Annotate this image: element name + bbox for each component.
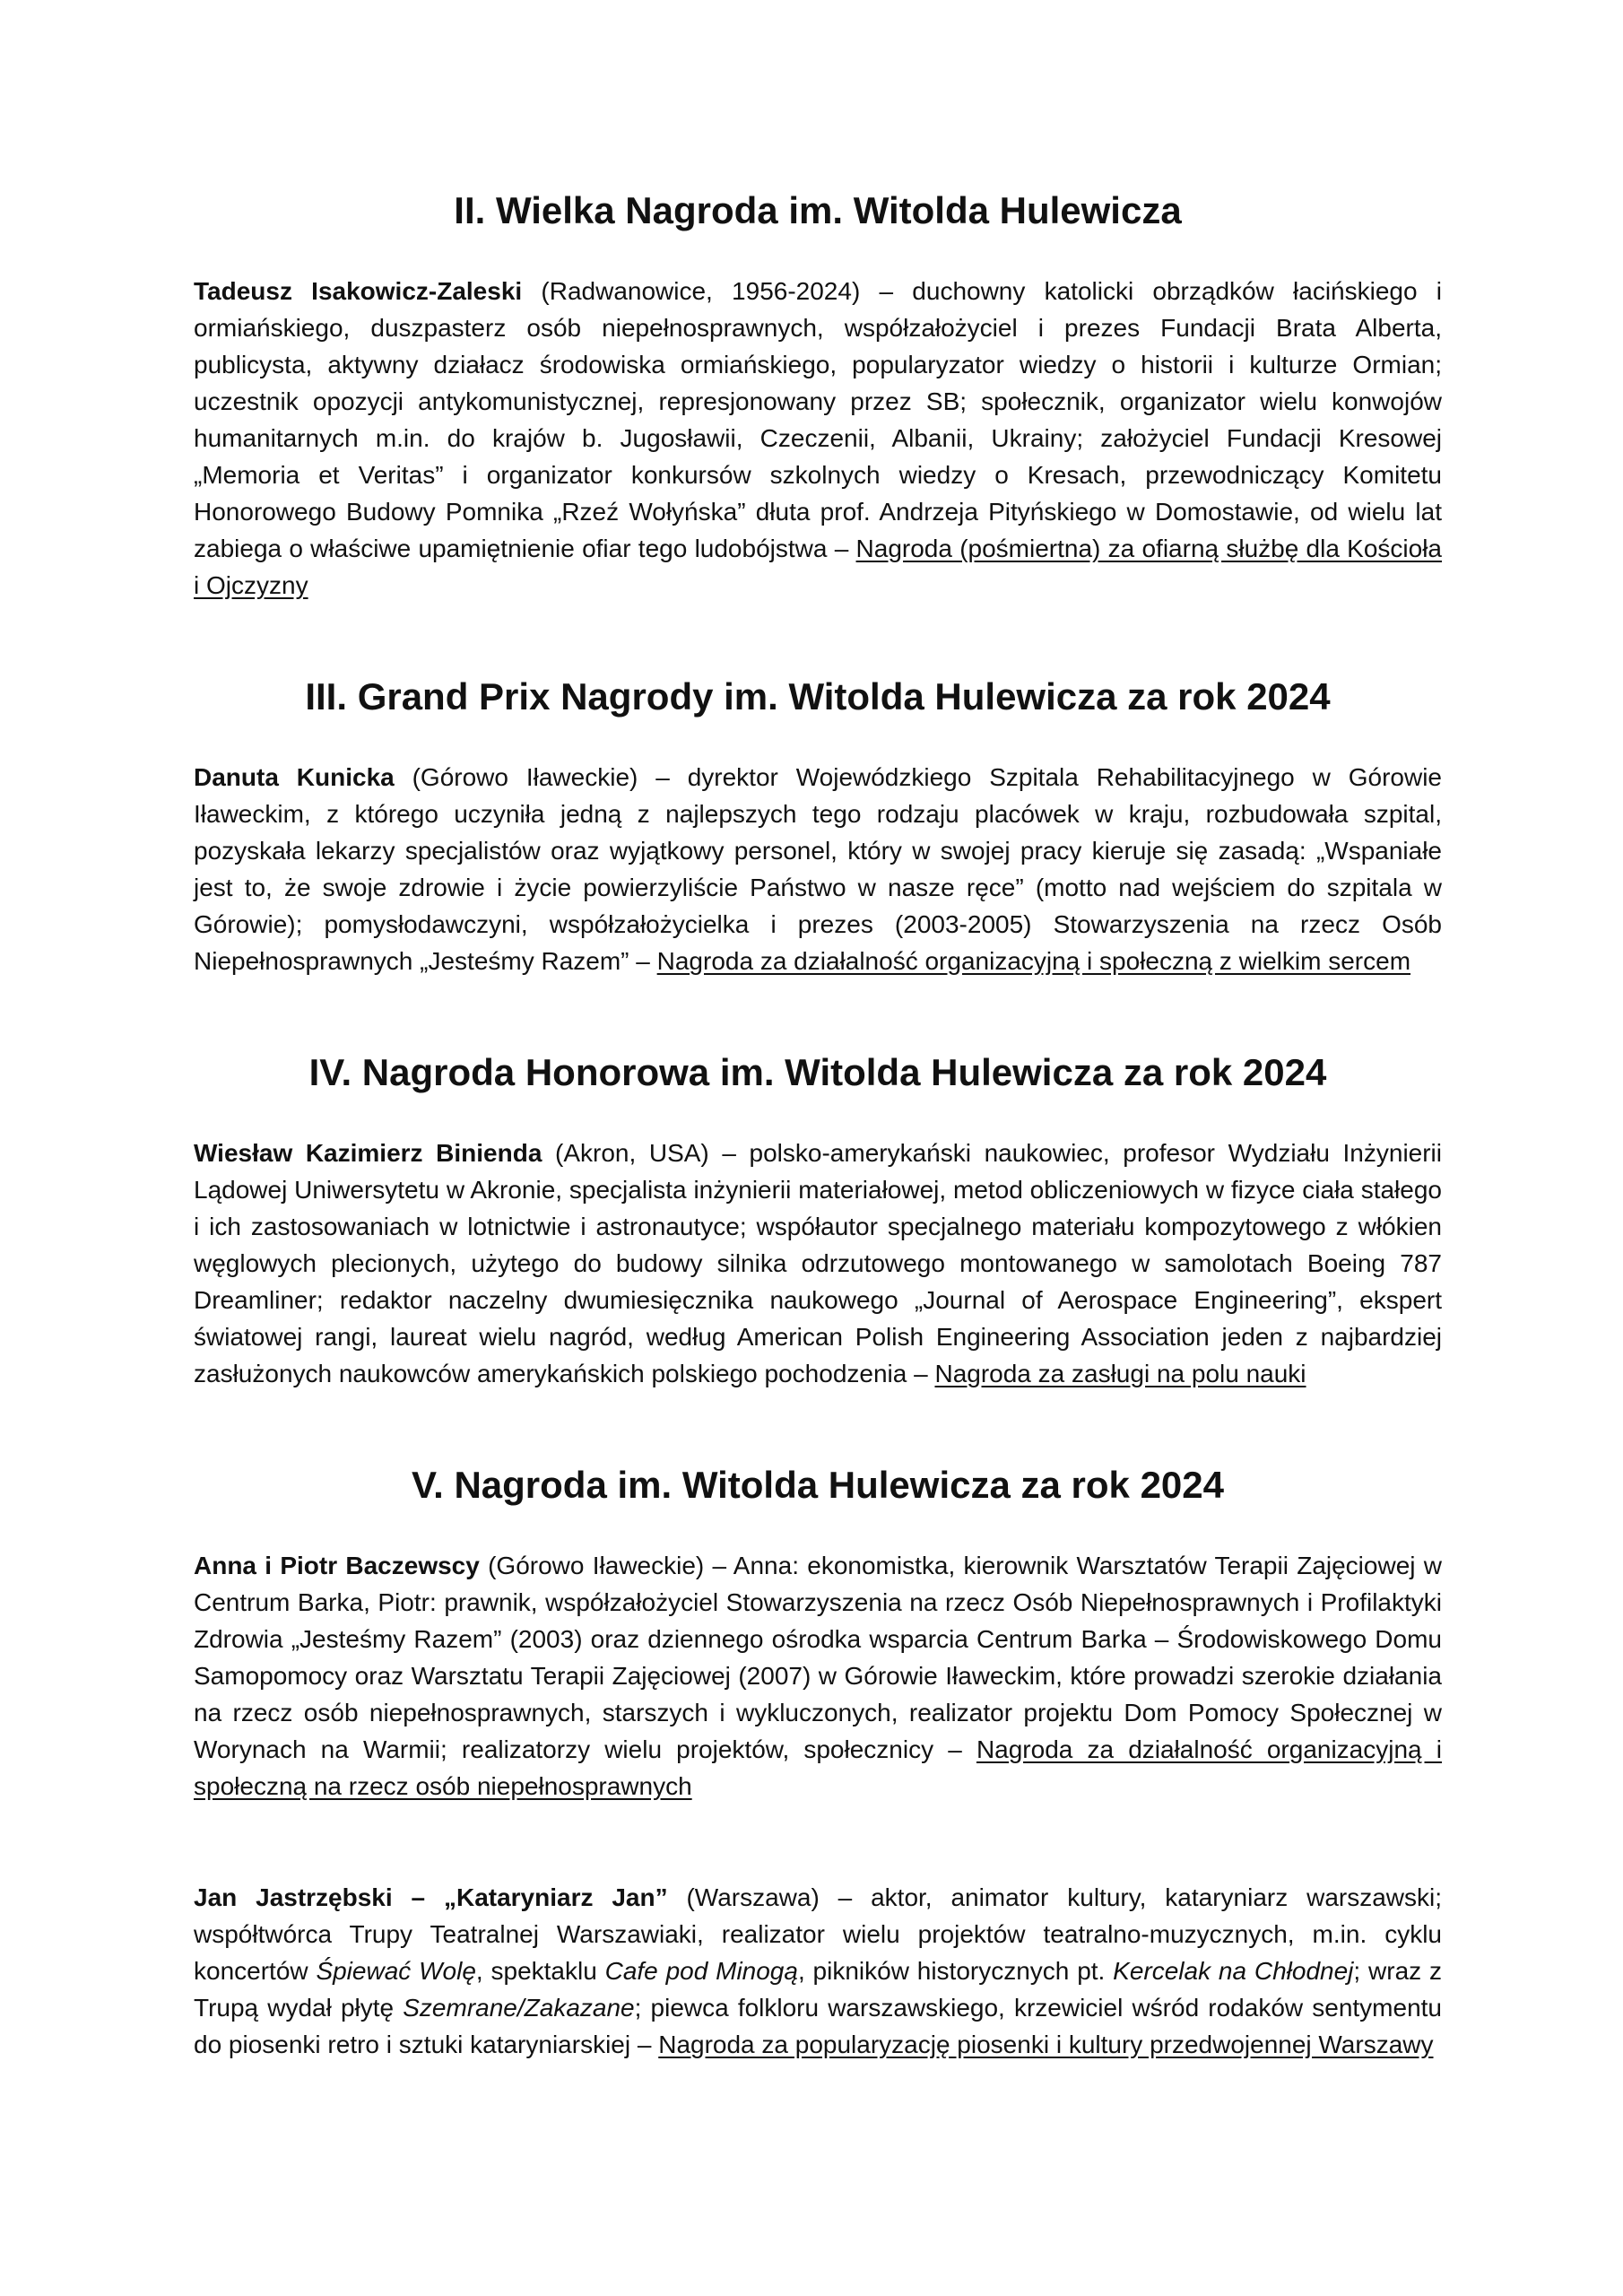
laureate-description: ; piewca folkloru warszawskiego, krzewiciel wśród rodaków sentymentu do piosenki retro i sztuki kataryniarskiej – (194, 1994, 1442, 2058)
laureate-description: (Akron, USA) – polsko-amerykański naukowiec, profesor Wydziału Inżynierii Lądowej Uniwersytetu w Akronie, specjalista inżynierii materiałowej, metod obliczeniowych w fizyce ciała stałego i ich zastosowaniach w lotnictwie i astronautyce; współautor specjalnego materiału kompozytowego z włókien węglowych plecionych, użytego do budowy silnika odrzutowego montowanego w samolotach Boeing 787 Dreamliner; redaktor naczelny dwumiesięcznika naukowego „Journal of Aerospace Engineering”, ekspert światowej rangi, laureat wielu nagród, według American Polish Engineering Association jeden z najbardziej zasłużonych naukowców amerykańskich polskiego pochodzenia – (194, 1139, 1442, 1387)
laureate-entry-jastrzebski (194, 1879, 1442, 2063)
laureate-description: (Górowo Iławeckie) – Anna: ekonomistka, kierownik Warsztatów Terapii Zajęciowej w Centrum Barka, Piotr: prawnik, współzałożyciel Stowarzyszenia na rzecz Osób Niepełnosprawnych i Profilaktyki Zdrowia „Jesteśmy Razem” (2003) oraz dziennego ośrodka wsparcia Centrum Barka – Środowiskowego Domu Samopomocy oraz Warsztatu Terapii Zajęciowej (2007) w Górowie Iławeckim, które prowadzi szerokie działania na rzecz osób niepełnosprawnych, starszych i wykluczonych, realizator projektu Dom Pomocy Społecznej w Worynach na Warmii; realizatorzy wielu projektów, społecznicy – (194, 1552, 1442, 1763)
work-title: Cafe pod Minogą (604, 1957, 798, 1985)
laureate-description: (Górowo Iławeckie) – dyrektor Wojewódzkiego Szpitala Rehabilitacyjnego w Górowie Iławeckim, z którego uczyniła jedną z najlepszych tego rodzaju placówek w kraju, rozbudowała szpital, pozyskała lekarzy specjalistów oraz wyjątkowy personel, który w swojej pracy kieruje się zasadą: „Wspaniałe jest to, że swoje zdrowie i życie powierzyliście Państwo w nasze ręce” (motto nad wejściem do szpitala w Górowie); pomysłodawczyni, współzałożycielka i prezes (2003-2005) Stowarzyszenia na rzecz Osób Niepełnosprawnych „Jesteśmy Razem” – (194, 763, 1442, 975)
laureate-name: Wiesław Kazimierz Binienda (194, 1139, 542, 1167)
laureate-description: , spektaklu (475, 1957, 605, 1985)
laureate-name: Danuta Kunicka (194, 763, 395, 791)
award-category: Nagroda za popularyzację piosenki i kultury przedwojennej Warszawy (658, 2031, 1434, 2058)
section-title-v: V. Nagroda im. Witolda Hulewicza za rok 2024 (411, 1464, 1225, 1506)
laureate-description: (Radwanowice, 1956-2024) – duchowny katolicki obrządków łacińskiego i ormiańskiego, duszpasterz osób niepełnosprawnych, współzałożyciel i prezes Fundacji Brata Alberta, publicysta, aktywny działacz środowiska ormiańskiego, popularyzator wiedzy o historii i kulturze Ormian; uczestnik opozycji antykomunistycznej, represjonowany przez SB; społecznik, organizator wielu konwojów humanitarnych m.in. do krajów b. Jugosławii, Czeczenii, Albanii, Ukrainy; założyciel Fundacji Kresowej „Memoria et Veritas” i organizator konkursów szkolnych wiedzy o Kresach, przewodniczący Komitetu Honorowego Budowy Pomnika „Rzeź Wołyńska” dłuta prof. Andrzeja Pityńskiego w Domostawie, od wielu lat zabiega o właściwe upamiętnienie ofiar tego ludobójstwa – (194, 277, 1443, 562)
award-category: Nagroda za działalność organizacyjną i społeczną na rzecz osób niepełnosprawnych (194, 1735, 1442, 1800)
section-title-ii: II. Wielka Nagroda im. Witolda Hulewicza (454, 189, 1182, 231)
laureate-name: Anna i Piotr Baczewscy (194, 1552, 480, 1579)
laureate-description: , pikników historycznych pt. (797, 1957, 1114, 1985)
section-title-iii: III. Grand Prix Nagrody im. Witolda Hulewicza za rok 2024 (305, 675, 1331, 718)
document-page (194, 189, 1443, 2063)
laureate-description: ; wraz z Trupą wydał płytę (194, 1957, 1442, 2022)
work-title: Śpiewać Wolę (316, 1957, 476, 1985)
laureate-description: (Warszawa) – aktor, animator kultury, kataryniarz warszawski; współtwórca Trupy Teatralnej Warszawiaki, realizator wielu projektów teatralno-muzycznych, m.in. cyklu koncertów (194, 1883, 1443, 1985)
section-title-iv: IV. Nagroda Honorowa im. Witolda Hulewicza za rok 2024 (308, 1051, 1327, 1093)
award-category: Nagroda za działalność organizacyjną i społeczną z wielkim sercem (656, 947, 1411, 975)
laureate-name: Jan Jastrzębski – „Kataryniarz Jan” (194, 1883, 668, 1911)
laureate-entry-kunicka (194, 759, 1442, 979)
work-title: Kercelak na Chłodnej (1113, 1957, 1354, 1985)
laureate-entry-isakowicz-zaleski (194, 273, 1442, 604)
award-category: Nagroda (pośmiertna) za ofiarną służbę dla Kościoła i Ojczyzny (194, 535, 1443, 599)
laureate-entry-binienda (194, 1135, 1442, 1392)
work-title: Szemrane/Zakazane (403, 1994, 635, 2022)
award-category: Nagroda za zasługi na polu nauki (934, 1360, 1306, 1387)
laureate-name: Tadeusz Isakowicz-Zaleski (194, 277, 523, 305)
laureate-entry-baczewscy (194, 1547, 1442, 1805)
